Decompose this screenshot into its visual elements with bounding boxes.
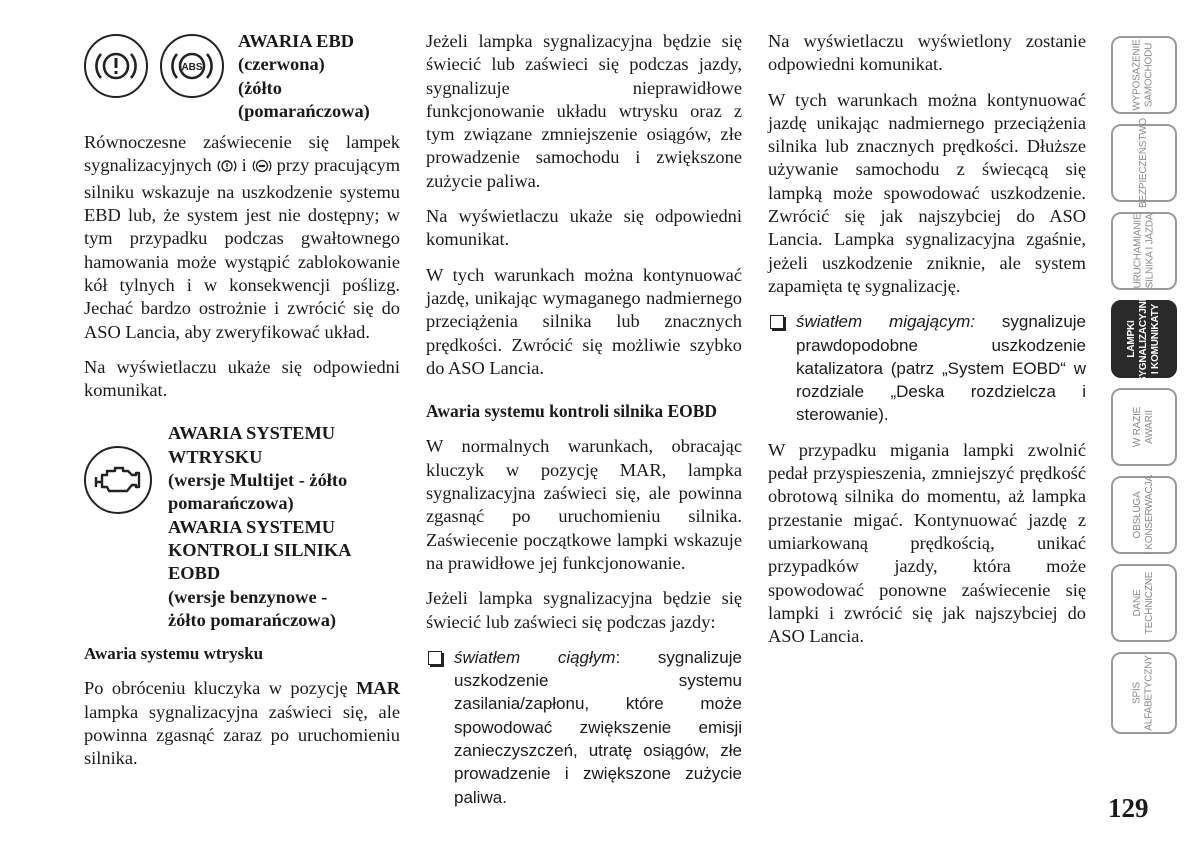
display-shown-paragraph: Na wyświetlaczu wyświetlony zostanie odpowiedni komunikat. xyxy=(768,31,1086,75)
ebd-heading xyxy=(238,30,370,123)
bullet-box-icon xyxy=(428,651,442,665)
tab-label-line: OBSŁUGA xyxy=(1132,491,1144,539)
tab-label-line: WYPOSAŻENIE xyxy=(1132,39,1143,111)
blinking-light-desc: sygnalizuje prawdopodobne uszkodzenie katalizatora (patrz „System EOBD“ w rozdziale „Deska rozdzielcza i sterowanie). xyxy=(796,312,1087,425)
tab-label-line: TECHNICZNE xyxy=(1144,571,1156,635)
eobd-normal-text: , lampka sygnalizacyjna zaświeci się, ale powinna zgasnąć po uruchomieniu silnika. Zaświecenie początkowe lampki wskazuje na prawidłowe jej funkcjonowanie. xyxy=(426,459,742,573)
injection-paragraph-text: Po obróceniu kluczyka w pozycję xyxy=(84,678,348,699)
injection-warning-header xyxy=(84,422,400,632)
tab-label-line: SILNIKA I JAZDA xyxy=(1144,213,1156,289)
abs-warning-icon xyxy=(160,34,224,98)
tab-label-line: SPIS xyxy=(1132,682,1143,704)
display-message-paragraph: Na wyświetlaczu ukaże się odpowiedni komunikat. xyxy=(426,206,742,250)
tab-lampki-active[interactable] xyxy=(1111,294,1177,384)
eobd-normal-paragraph xyxy=(426,435,742,575)
injection-paragraph-text: lampka sygnalizacyjna zaświeci się, ale powinna zgasnąć zaraz po uruchomieniu silnika. xyxy=(84,701,400,769)
mar-position: MAR xyxy=(619,459,662,480)
tab-label xyxy=(1132,655,1156,730)
steady-light-term: światłem ciągłym xyxy=(454,647,616,667)
ebd-display-paragraph: Na wyświetlaczu ukaże się odpowiedni komunikat. xyxy=(84,356,400,401)
tab-label xyxy=(1126,295,1162,383)
tab-obsluga[interactable] xyxy=(1111,476,1177,554)
tab-uruchamianie[interactable] xyxy=(1111,212,1177,290)
bullet-box-icon xyxy=(770,315,784,329)
steady-light-text xyxy=(454,646,742,809)
page-number: 129 xyxy=(1108,793,1149,823)
tab-label xyxy=(1132,39,1156,110)
continue-driving-eobd-paragraph: W tych warunkach można kontynuować jazdę unikając nadmiernego przeciążenia silnika lub znacznych prędkości. Dłuższe używanie samochodu z świecącą się lampką może spowodować uszkodzenie. Zwrócić się jak najszybciej do ASO Lancia. Lampka sygnalizacyjna zgaśnie, jeżeli uszkodzenie zniknie, ale system zapamięta tę sygnalizację. xyxy=(768,89,1086,296)
ebd-paragraph-and: i xyxy=(241,155,247,176)
injection-heading-line: pomarańczowa) xyxy=(168,493,294,514)
injection-heading-line: KONTROLI SILNIKA xyxy=(168,539,352,560)
tab-label-line: ALFABETYCZNY xyxy=(1144,655,1155,731)
engine-warning-icon xyxy=(84,446,152,514)
injection-fault-paragraph: Jeżeli lampka sygnalizacyjna będzie się świecić lub zaświeci się podczas jazdy, sygnalizuje nieprawidłowe funkcjonowanie układu wtrysku oraz z tym związane zmniejszenie osiągów, złe prowadzenie samochodu i zwiększone zużycie paliwa. xyxy=(426,31,742,191)
tab-wyposazenie[interactable] xyxy=(1111,36,1177,114)
blinking-light-text xyxy=(796,310,1086,426)
column-3 xyxy=(768,30,1086,660)
ebd-heading-line: AWARIA EBD xyxy=(238,31,354,51)
tab-label xyxy=(1132,572,1156,634)
continue-driving-paragraph: W tych warunkach można kontynuować jazdę, unikając wymaganego nadmiernego przeciążenia silnika lub znacznych prędkości. Zwrócić się możliwie szybko do ASO Lancia. xyxy=(426,264,742,378)
ebd-paragraph xyxy=(84,131,400,344)
injection-heading-line: (wersje Multijet - żółto xyxy=(168,470,348,491)
tab-spis-alfabetyczny[interactable] xyxy=(1111,652,1177,734)
injection-heading-line: AWARIA SYSTEMU xyxy=(168,516,336,537)
injection-heading-line: WTRYSKU xyxy=(168,446,263,467)
tab-label-line: I KONSERWACJA xyxy=(1144,475,1156,555)
steady-light-desc: : sygnalizuje uszkodzenie systemu zasilania/zapłonu, które może spowodować zwiększenie emisji zanieczyszczeń, utratę osiągów, złe prowadzenie i zwiększone zużycie paliwa. xyxy=(454,647,742,807)
tab-label-line: AWARII xyxy=(1143,410,1155,444)
tab-label xyxy=(1132,214,1156,289)
ebd-heading-line: (żółto xyxy=(238,77,282,98)
tab-label-line: SYGNALIZACYJNE xyxy=(1138,294,1150,384)
injection-heading-line: żółto pomarańczowa) xyxy=(168,609,337,630)
tab-label-line: DANE xyxy=(1132,589,1144,617)
injection-subheading: Awaria systemu wtrysku xyxy=(84,644,264,664)
column-1 xyxy=(84,30,400,783)
mar-position: MAR xyxy=(356,678,400,699)
injection-heading xyxy=(168,422,351,632)
tab-label-line: W RAZIE xyxy=(1131,406,1143,448)
injection-heading-line: AWARIA SYSTEMU xyxy=(168,423,336,444)
injection-heading-line: EOBD xyxy=(168,563,221,584)
tab-label xyxy=(1138,118,1150,208)
tab-label-line: URUCHAMIANIE xyxy=(1132,213,1144,289)
blinking-light-item xyxy=(768,310,1086,426)
tab-dane-techniczne[interactable] xyxy=(1111,564,1177,642)
tab-label-line: BEZPIECZEŃSTWO xyxy=(1138,118,1150,208)
ebd-heading-line: (pomarańczowa) xyxy=(238,100,370,121)
steady-light-item xyxy=(426,646,742,809)
tab-label-line: LAMPKI xyxy=(1126,320,1138,358)
tab-label xyxy=(1132,475,1156,555)
brake-inline-icon xyxy=(217,157,237,180)
tab-bezpieczenstwo[interactable] xyxy=(1111,118,1177,208)
ebd-warning-header xyxy=(84,30,400,123)
ebd-paragraph-text: Równoczesne zaświecenie się lampek sygnalizacyjnych xyxy=(84,132,400,176)
abs-inline-icon xyxy=(252,157,272,180)
tab-label xyxy=(1132,407,1156,447)
ebd-paragraph-text: przy pracującym silniku wskazuje na uszkodzenie systemu EBD lub, że system jest nie dostępny; w tym przypadku podczas gwałtownego hamowania może wystąpić zablokowanie kół tylnych i w konsekwencji poślizg. Jechać bardzo ostrożnie i zwrócić się do ASO Lancia, aby zweryfikować układ. xyxy=(84,155,401,342)
eobd-subheading: Awaria systemu kontroli silnika EOBD xyxy=(426,401,718,422)
abs-icon-label: ABS xyxy=(181,62,203,73)
blinking-light-term: światłem migającym: xyxy=(796,312,975,332)
tab-w-razie-awarii[interactable] xyxy=(1111,388,1177,466)
tab-label-line: I KOMUNIKATY xyxy=(1150,303,1162,375)
ebd-heading-line: (czerwona) xyxy=(238,54,325,75)
injection-paragraph xyxy=(84,677,400,770)
injection-heading-line: (wersje benzynowe - xyxy=(168,586,328,607)
tab-label-line: SAMOCHODU xyxy=(1144,42,1155,108)
eobd-driving-paragraph: Jeżeli lampka sygnalizacyjna będzie się świecić lub zaświeci się podczas jazdy: xyxy=(426,588,742,632)
column-2 xyxy=(426,30,742,821)
brake-warning-icon xyxy=(84,34,148,98)
eobd-normal-text: W normalnych warunkach, obracając kluczyk w pozycję xyxy=(426,436,742,480)
blinking-advice-paragraph: W przypadku migania lampki zwolnić pedał przyspieszenia, zmniejszyć prędkość obrotową silnika do momentu, aż lampka przestanie migać. Kontynuować jazdę z umiarkowaną prędkością, unikać przypadków jazdy, która może spowodować ponowne zaświecenie się lampki i zwrócić się jak najszybciej do ASO Lancia. xyxy=(768,439,1086,647)
